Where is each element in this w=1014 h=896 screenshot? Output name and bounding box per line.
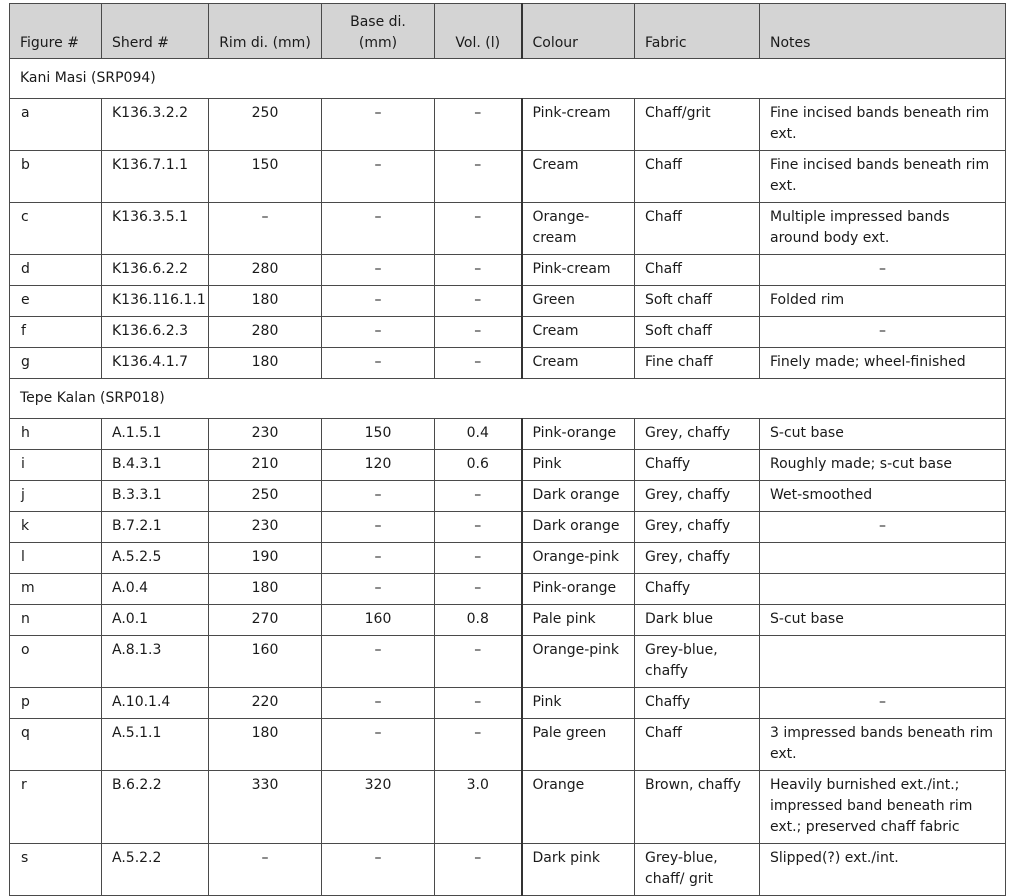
cell-notes: Fine incised bands beneath rim ext. [760,151,1006,203]
cell-notes [760,636,1006,688]
header-fabric: Fabric [635,4,760,59]
cell-figure: g [10,348,102,379]
header-row [10,4,1006,59]
cell-base-diameter: – [322,636,435,688]
cell-colour: Orange-cream [522,203,635,255]
cell-fabric: Chaffy [635,450,760,481]
table-row [10,543,1006,574]
table-row [10,574,1006,605]
cell-volume: – [435,348,522,379]
cell-fabric: Fine chaff [635,348,760,379]
cell-figure: n [10,605,102,636]
cell-fabric: Chaffy [635,688,760,719]
cell-rim-diameter: 220 [209,688,322,719]
table-row [10,151,1006,203]
cell-sherd: K136.4.1.7 [102,348,209,379]
cell-notes: Multiple impressed bands around body ext. [760,203,1006,255]
cell-notes: – [760,688,1006,719]
cell-notes: Roughly made; s-cut base [760,450,1006,481]
cell-fabric: Grey, chaffy [635,512,760,543]
cell-volume: – [435,99,522,151]
cell-notes: Slipped(?) ext./int. [760,844,1006,896]
cell-volume: – [435,543,522,574]
cell-volume: – [435,688,522,719]
table-row [10,771,1006,844]
cell-fabric: Chaff [635,719,760,771]
header-rim-diameter: Rim di. (mm) [209,4,322,59]
cell-rim-diameter: 280 [209,255,322,286]
cell-colour: Dark orange [522,512,635,543]
cell-volume: – [435,203,522,255]
cell-rim-diameter: 210 [209,450,322,481]
cell-fabric: Chaff [635,151,760,203]
header-notes: Notes [760,4,1006,59]
cell-fabric: Soft chaff [635,286,760,317]
cell-colour: Pink-orange [522,419,635,450]
header-colour: Colour [522,4,635,59]
header-figure: Figure # [10,4,102,59]
cell-sherd: K136.3.5.1 [102,203,209,255]
cell-fabric: Grey, chaffy [635,543,760,574]
cell-rim-diameter: – [209,844,322,896]
cell-fabric: Dark blue [635,605,760,636]
cell-colour: Orange-pink [522,543,635,574]
cell-rim-diameter: 230 [209,512,322,543]
cell-base-diameter: – [322,688,435,719]
table-row [10,255,1006,286]
cell-sherd: A.5.2.2 [102,844,209,896]
cell-notes: Fine incised bands beneath rim ext. [760,99,1006,151]
cell-rim-diameter: 250 [209,99,322,151]
cell-figure: m [10,574,102,605]
cell-figure: i [10,450,102,481]
cell-base-diameter: 320 [322,771,435,844]
cell-figure: s [10,844,102,896]
cell-colour: Pink [522,450,635,481]
table-row [10,348,1006,379]
cell-fabric: Soft chaff [635,317,760,348]
section-row [10,379,1006,419]
table-row [10,317,1006,348]
cell-volume: – [435,286,522,317]
cell-colour: Cream [522,348,635,379]
cell-base-diameter: – [322,574,435,605]
sherd-table [9,3,1006,896]
table-row [10,450,1006,481]
table-row [10,481,1006,512]
cell-rim-diameter: 230 [209,419,322,450]
cell-base-diameter: 120 [322,450,435,481]
cell-volume: – [435,574,522,605]
cell-base-diameter: 150 [322,419,435,450]
table-row [10,203,1006,255]
cell-fabric: Chaff [635,255,760,286]
cell-sherd: A.0.1 [102,605,209,636]
cell-base-diameter: – [322,151,435,203]
cell-figure: k [10,512,102,543]
cell-colour: Pale pink [522,605,635,636]
cell-sherd: A.10.1.4 [102,688,209,719]
cell-base-diameter: – [322,348,435,379]
cell-sherd: K136.7.1.1 [102,151,209,203]
table-header [10,4,1006,59]
cell-notes: – [760,317,1006,348]
cell-notes: Heavily burnished ext./int.; impressed band beneath rim ext.; preserved chaff fabric [760,771,1006,844]
cell-base-diameter: – [322,203,435,255]
cell-base-diameter: – [322,719,435,771]
table-row [10,419,1006,450]
cell-notes: Finely made; wheel-finished [760,348,1006,379]
cell-colour: Pink-cream [522,255,635,286]
cell-fabric: Grey, chaffy [635,481,760,512]
cell-colour: Pink-orange [522,574,635,605]
cell-figure: a [10,99,102,151]
cell-figure: b [10,151,102,203]
cell-base-diameter: – [322,543,435,574]
cell-base-diameter: – [322,255,435,286]
cell-figure: r [10,771,102,844]
cell-rim-diameter: – [209,203,322,255]
cell-volume: – [435,636,522,688]
cell-rim-diameter: 330 [209,771,322,844]
cell-volume: – [435,481,522,512]
cell-notes: Folded rim [760,286,1006,317]
cell-figure: e [10,286,102,317]
table-row [10,719,1006,771]
table-row [10,636,1006,688]
table-row [10,512,1006,543]
table-row [10,688,1006,719]
cell-volume: – [435,719,522,771]
cell-figure: j [10,481,102,512]
table-row [10,99,1006,151]
cell-volume: 0.8 [435,605,522,636]
cell-colour: Green [522,286,635,317]
cell-colour: Pink-cream [522,99,635,151]
cell-base-diameter: – [322,512,435,543]
cell-fabric: Chaff/grit [635,99,760,151]
cell-sherd: A.5.2.5 [102,543,209,574]
cell-figure: o [10,636,102,688]
cell-colour: Pink [522,688,635,719]
section-row [10,59,1006,99]
cell-sherd: A.0.4 [102,574,209,605]
cell-colour: Dark pink [522,844,635,896]
cell-colour: Cream [522,151,635,203]
cell-rim-diameter: 250 [209,481,322,512]
cell-rim-diameter: 180 [209,348,322,379]
cell-base-diameter: – [322,99,435,151]
cell-rim-diameter: 270 [209,605,322,636]
cell-volume: 3.0 [435,771,522,844]
cell-base-diameter: – [322,317,435,348]
cell-rim-diameter: 160 [209,636,322,688]
cell-notes: S-cut base [760,419,1006,450]
cell-base-diameter: 160 [322,605,435,636]
cell-notes: 3 impressed bands beneath rim ext. [760,719,1006,771]
cell-volume: – [435,512,522,543]
cell-notes [760,543,1006,574]
cell-base-diameter: – [322,844,435,896]
cell-notes: S-cut base [760,605,1006,636]
table-row [10,844,1006,896]
cell-rim-diameter: 280 [209,317,322,348]
cell-rim-diameter: 180 [209,286,322,317]
cell-colour: Orange-pink [522,636,635,688]
cell-rim-diameter: 180 [209,719,322,771]
cell-figure: c [10,203,102,255]
cell-volume: – [435,844,522,896]
cell-base-diameter: – [322,286,435,317]
cell-sherd: B.6.2.2 [102,771,209,844]
cell-sherd: B.3.3.1 [102,481,209,512]
table-body [10,59,1006,896]
cell-figure: d [10,255,102,286]
cell-sherd: B.7.2.1 [102,512,209,543]
cell-figure: q [10,719,102,771]
table-row [10,286,1006,317]
cell-base-diameter: – [322,481,435,512]
cell-fabric: Brown, chaffy [635,771,760,844]
site-label: Kani Masi (SRP094) [10,59,1006,99]
cell-notes: – [760,512,1006,543]
cell-colour: Cream [522,317,635,348]
cell-notes [760,574,1006,605]
cell-volume: – [435,317,522,348]
cell-sherd: K136.6.2.2 [102,255,209,286]
cell-sherd: K136.6.2.3 [102,317,209,348]
cell-fabric: Chaffy [635,574,760,605]
cell-volume: – [435,255,522,286]
cell-sherd: B.4.3.1 [102,450,209,481]
cell-fabric: Chaff [635,203,760,255]
cell-colour: Pale green [522,719,635,771]
cell-sherd: K136.3.2.2 [102,99,209,151]
cell-figure: h [10,419,102,450]
cell-notes: Wet-smoothed [760,481,1006,512]
cell-fabric: Grey, chaffy [635,419,760,450]
cell-figure: l [10,543,102,574]
cell-colour: Dark orange [522,481,635,512]
site-label: Tepe Kalan (SRP018) [10,379,1006,419]
cell-figure: f [10,317,102,348]
header-sherd: Sherd # [102,4,209,59]
header-volume: Vol. (l) [435,4,522,59]
cell-volume: 0.4 [435,419,522,450]
cell-rim-diameter: 180 [209,574,322,605]
cell-sherd: A.8.1.3 [102,636,209,688]
cell-sherd: A.5.1.1 [102,719,209,771]
cell-fabric: Grey-blue, chaff/ grit [635,844,760,896]
cell-rim-diameter: 190 [209,543,322,574]
table-wrapper [9,3,1006,896]
cell-fabric: Grey-blue, chaffy [635,636,760,688]
table-row [10,605,1006,636]
cell-colour: Orange [522,771,635,844]
cell-sherd: A.1.5.1 [102,419,209,450]
cell-notes: – [760,255,1006,286]
cell-volume: 0.6 [435,450,522,481]
cell-volume: – [435,151,522,203]
header-base-diameter: Base di. (mm) [322,4,435,59]
cell-rim-diameter: 150 [209,151,322,203]
cell-sherd: K136.116.1.1 [102,286,209,317]
cell-figure: p [10,688,102,719]
